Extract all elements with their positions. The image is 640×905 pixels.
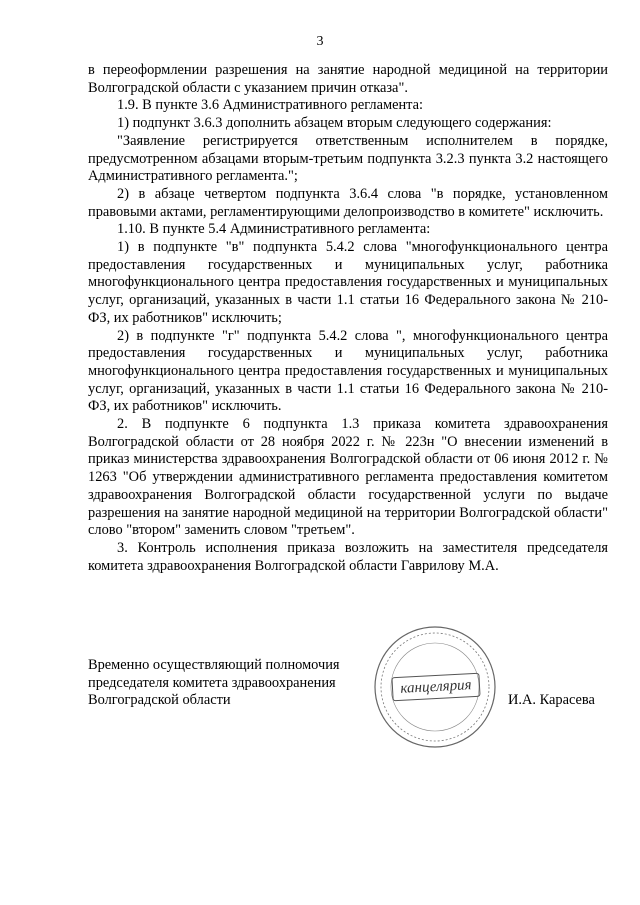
signature-position-line: Волгоградской области	[88, 692, 231, 709]
document-body	[88, 62, 608, 575]
paragraph-item-3: 3. Контроль исполнения приказа возложить на заместителя председателя комитета здравоохранения Волгоградской области Гаврилову М.А.	[88, 539, 608, 574]
paragraph-item-1-10-1: 1) в подпункте "в" подпункта 5.4.2 слова "многофункционального центра предоставления государственных и муниципальных услуг, работника многофункционального центра предоставления государственных и муниципальных услуг, организаций, указанных в части 1.1 статьи 16 Федерального закона № 210-ФЗ, их работников" исключить;	[88, 239, 608, 326]
signature-position-line: Временно осуществляющий полномочия	[88, 657, 340, 673]
paragraph-item-2: 2. В подпункте 6 подпункта 1.3 приказа комитета здравоохранения Волгоградской области от 28 ноября 2022 г. № 223н "О внесении изменений в приказ министерства здравоохранения Волгоградской области от 06 июня 2012 г. № 1263 "Об утверждении административного регламента предоставления комитетом здравоохранения Волгоградской области государственной услуги по выдаче разрешения на занятие народной медициной на территории Волгоградской области" слово "втором" заменить словом "третьем".	[88, 416, 608, 539]
paragraph-quote: "Заявление регистрируется ответственным исполнителем в порядке, предусмотренном абзацами вторым-третьим подпункта 3.2.3 пункта 3.2 настоящего Административного регламента.";	[88, 132, 608, 185]
paragraph-item-1-9: 1.9. В пункте 3.6 Административного регламента:	[117, 97, 424, 114]
paragraph-item-1-10: 1.10. В пункте 5.4 Административного регламента:	[117, 221, 431, 238]
signature-position	[88, 657, 368, 710]
paragraph-item-1-9-2: 2) в абзаце четвертом подпункта 3.6.4 слова "в порядке, установленном правовыми актами, регламентирующими делопроизводство в комитете" исключить.	[88, 185, 608, 220]
page-number: 3	[316, 34, 324, 49]
stamp-label: канцелярия	[391, 673, 480, 702]
office-stamp	[370, 622, 500, 752]
signature-position-line: председателя комитета здравоохранения	[88, 674, 336, 691]
paragraph-item-1-9-1: 1) подпункт 3.6.3 дополнить абзацем вторым следующего содержания:	[117, 115, 552, 132]
signer-name: И.А. Карасева	[508, 692, 595, 708]
paragraph-continuation: в переоформлении разрешения на занятие народной медициной на территории Волгоградской области с указанием причин отказа".	[88, 62, 608, 96]
paragraph-item-1-10-2: 2) в подпункте "г" подпункта 5.4.2 слова ", многофункционального центра предоставления государственных и муниципальных услуг, работника многофункционального центра предоставления государственных и муниципальных услуг, организаций, указанных в части 1.1 статьи 16 Федерального закона № 210-ФЗ, их работников" исключить.	[88, 327, 608, 415]
